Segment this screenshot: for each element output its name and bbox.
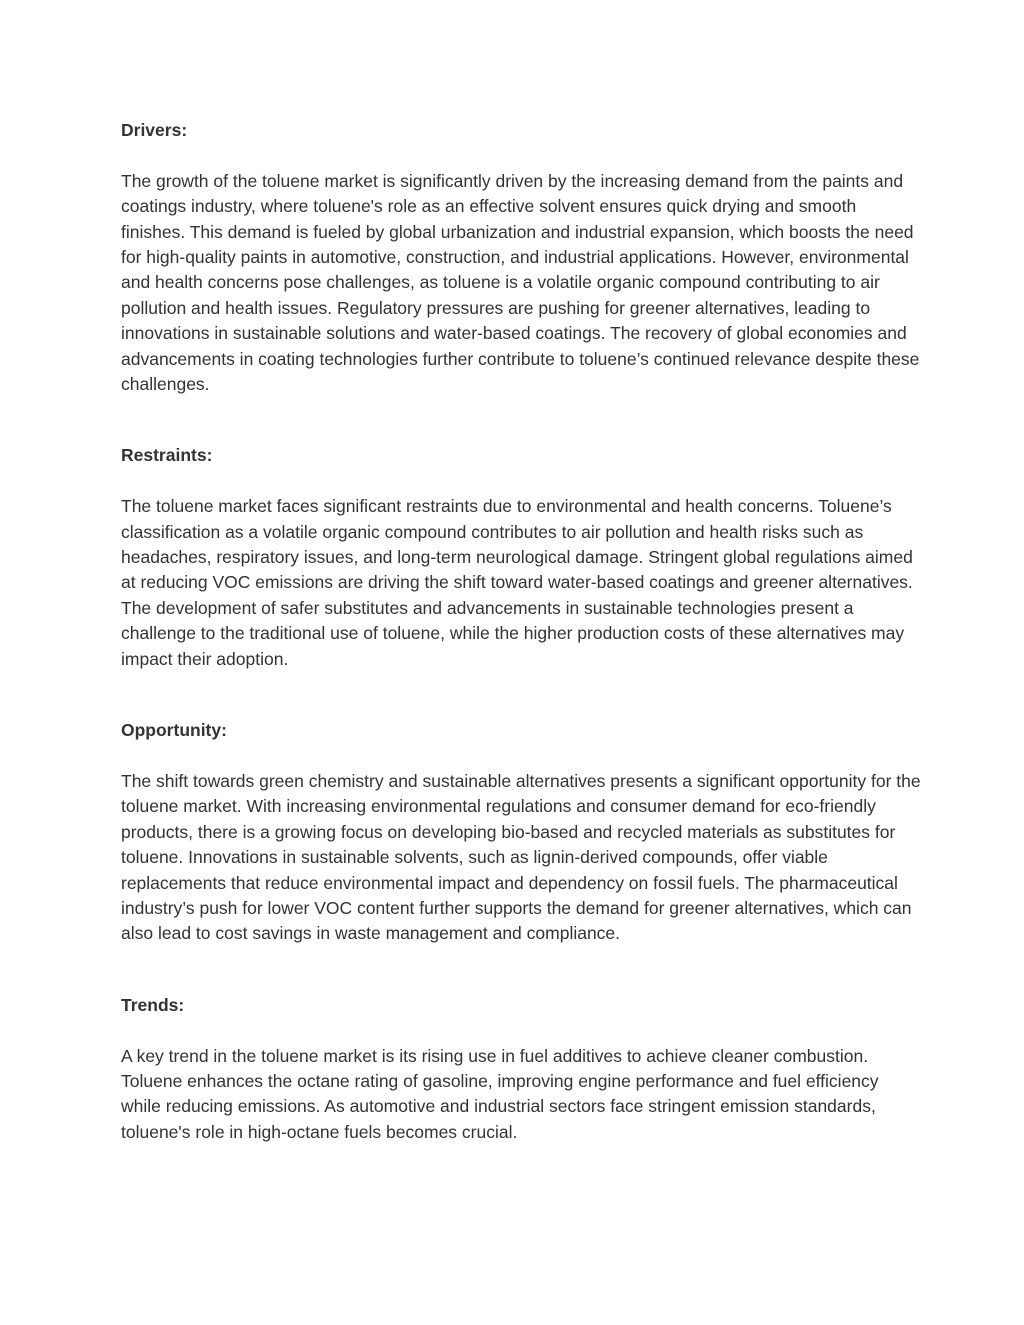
document-page	[121, 118, 921, 1145]
section-heading: Drivers:	[121, 120, 188, 140]
section-trends	[121, 993, 921, 1145]
section-heading: Restraints:	[121, 445, 213, 466]
section-paragraph: A key trend in the toluene market is its rising use in fuel additives to achieve cleaner combustion. Toluene enhances the octane rating of gasoline, improving engine performance and fuel efficiency while reducing emissions. As automotive and industrial sectors face stringent emission standards, toluene's role in high-octane fuels becomes crucial.	[121, 1045, 879, 1142]
section-restraints	[121, 443, 921, 672]
section-heading: Opportunity:	[121, 720, 227, 741]
section-opportunity	[121, 718, 921, 947]
section-paragraph: The toluene market faces significant restraints due to environmental and health concerns. Toluene’s classification as a volatile organic compound contributes to air pollution and health risks such as headaches, respiratory issues, and long-term neurological damage. Stringent global regulations aimed at reducing VOC emissions are driving the shift toward water-based coatings and greener alternatives. The development of safer substitutes and advancements in sustainable technologies present a challenge to the traditional use of toluene, while the higher production costs of these alternatives may impact their adoption.	[121, 496, 913, 669]
section-drivers	[121, 118, 921, 397]
section-paragraph: The growth of the toluene market is significantly driven by the increasing demand from the paints and coatings industry, where toluene's role as an effective solvent ensures quick drying and smooth finishes. This demand is fueled by global urbanization and industrial expansion, which boosts the need for high-quality paints in automotive, construction, and industrial applications. However, environmental and health concerns pose challenges, as toluene is a volatile organic compound contributing to air pollution and health issues. Regulatory pressures are pushing for greener alternatives, leading to innovations in sustainable solutions and water-based coatings. The recovery of global economies and advancements in coating technologies further contribute to toluene’s continued relevance despite these challenges.	[121, 170, 920, 395]
section-heading: Trends:	[121, 994, 185, 1015]
section-paragraph: The shift towards green chemistry and sustainable alternatives presents a significant opportunity for the toluene market. With increasing environmental regulations and consumer demand for eco-friendly products, there is a growing focus on developing bio-based and recycled materials as substitutes for toluene. Innovations in sustainable solvents, such as lignin-derived compounds, offer viable replacements that reduce environmental impact and dependency on fossil fuels. The pharmaceutical industry’s push for lower VOC content further supports the demand for greener alternatives, which can also lead to cost savings in waste management and compliance.	[121, 770, 921, 944]
